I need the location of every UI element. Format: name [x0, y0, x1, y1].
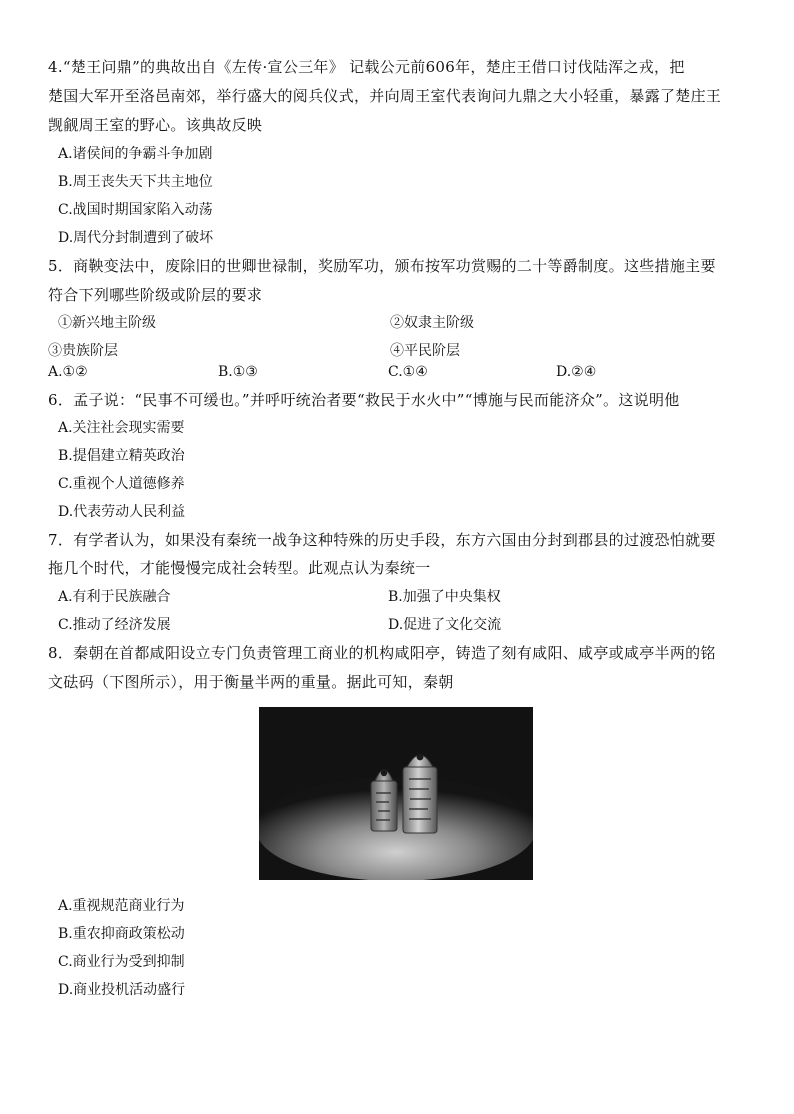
question-4-stem-line-1: 4.“楚王问鼎”的典故出自《左传·宣公三年》 记载公元前606年，楚庄王借口讨伐陆浑之戎，把: [48, 58, 685, 76]
question-7-option-a: A.有利于民族融合: [58, 589, 171, 605]
question-4-option-d: D.周代分封制遭到了破坏: [58, 230, 214, 246]
question-5-option-c: C.①④: [388, 364, 428, 380]
question-8-stem-line-2: 文砝码（下图所示），用于衡量半两的重量。据此可知，秦朝: [48, 673, 454, 691]
question-4-option-b: B.周王丧失天下共主地位: [58, 174, 213, 190]
bronze-weights-photo: [259, 707, 533, 880]
question-8-option-a: A.重视规范商业行为: [58, 898, 185, 914]
question-7-option-b: B.加强了中央集权: [388, 589, 501, 605]
question-5-option-d: D.②④: [556, 364, 597, 380]
question-4-option-c: C.战国时期国家陷入动荡: [58, 202, 213, 218]
question-7-stem-line-2: 拖几个时代，才能慢慢完成社会转型。此观点认为秦统一: [48, 559, 431, 577]
question-5-option-b: B.①③: [218, 364, 258, 380]
question-4-option-a: A.诸侯间的争霸斗争加剧: [58, 146, 213, 162]
question-6-option-c: C.重视个人道德修养: [58, 476, 185, 492]
large-weight: [403, 754, 437, 833]
question-5-item-4: ④平民阶层: [390, 343, 460, 359]
question-8-option-d: D.商业投机活动盛行: [58, 982, 186, 998]
question-8-stem-line-1: 8．秦朝在首都咸阳设立专门负责管理工商业的机构咸阳亭，铸造了刻有咸阳、咸亭或咸亭半两的铭: [48, 644, 716, 662]
question-5-option-a: A.①②: [48, 364, 88, 380]
question-6-stem-line-1: 6．孟子说：“民事不可缓也。”并呼吁统治者要“救民于水火中”“博施与民而能济众”。这说明他: [48, 391, 680, 409]
question-6-option-b: B.提倡建立精英政治: [58, 448, 185, 464]
question-7-stem-line-1: 7．有学者认为，如果没有秦统一战争这种特殊的历史手段，东方六国由分封到郡县的过渡恐怕就要: [48, 531, 716, 549]
question-5-item-2: ②奴隶主阶级: [390, 315, 474, 331]
question-5-item-3: ③贵族阶层: [48, 343, 118, 359]
question-5-item-1: ①新兴地主阶级: [58, 315, 156, 331]
question-6-option-a: A.关注社会现实需要: [58, 420, 185, 436]
question-7-option-d: D.促进了文化交流: [388, 617, 502, 633]
question-8-option-b: B.重农抑商政策松动: [58, 926, 185, 942]
question-6-option-d: D.代表劳动人民利益: [58, 504, 186, 520]
question-5-stem-line-1: 5．商鞅变法中，废除旧的世卿世禄制，奖励军功，颁布按军功赏赐的二十等爵制度。这些措施主要: [48, 257, 716, 275]
question-4-stem-line-3: 觊觎周王室的野心。该典故反映: [48, 116, 263, 134]
question-4-stem-line-2: 楚国大军开至洛邑南郊，举行盛大的阅兵仪式，并向周王室代表询问九鼎之大小轻重，暴露了楚庄王: [48, 87, 722, 105]
question-7-option-c: C.推动了经济发展: [58, 617, 171, 633]
question-8-option-c: C.商业行为受到抑制: [58, 954, 185, 970]
question-5-stem-line-2: 符合下列哪些阶级或阶层的要求: [48, 286, 263, 304]
